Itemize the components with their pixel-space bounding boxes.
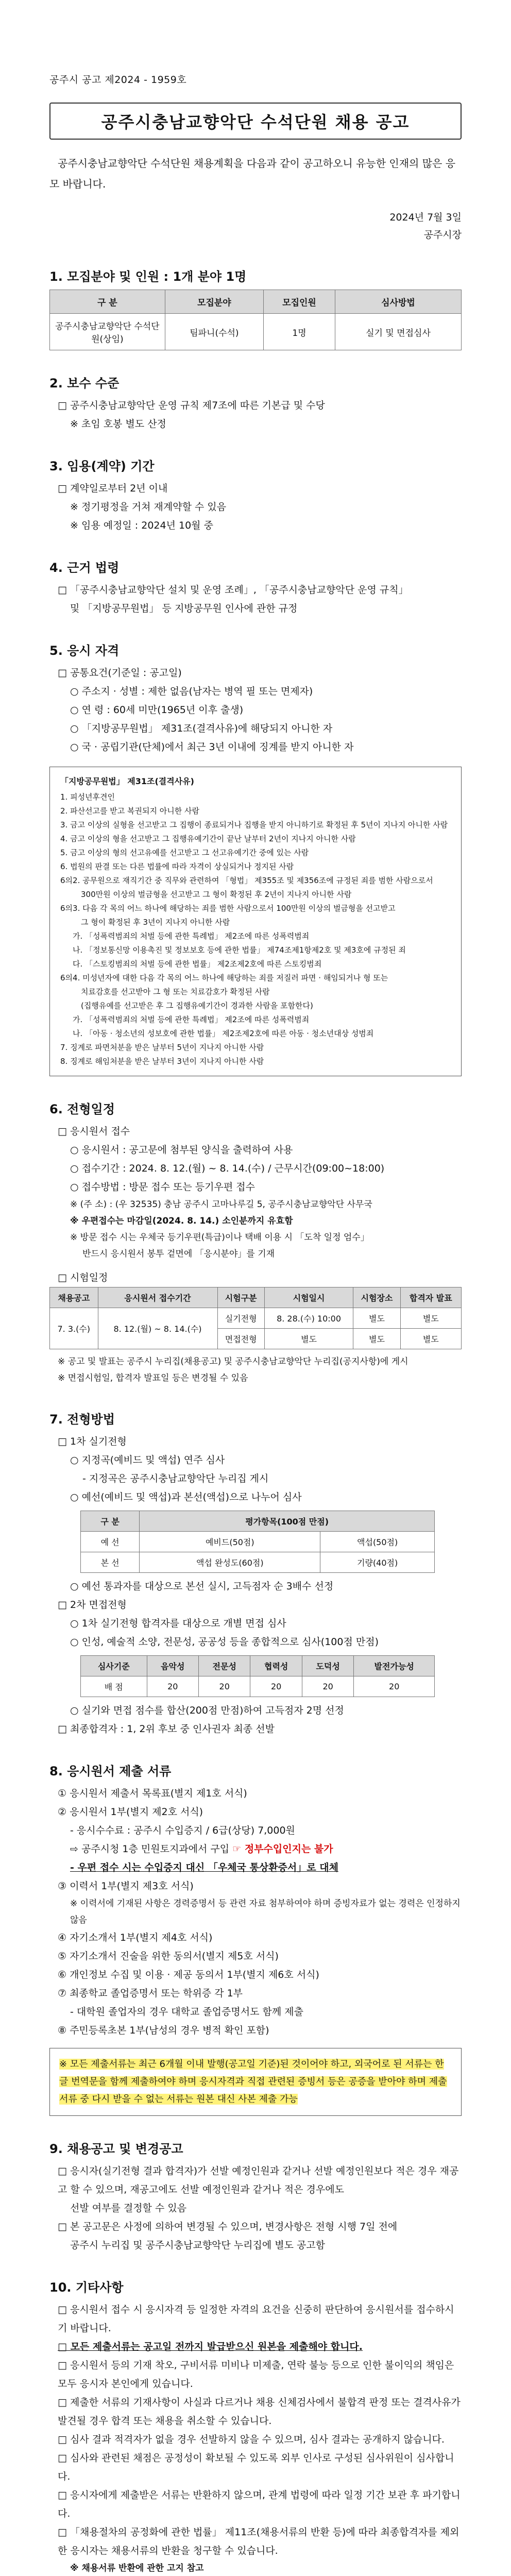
table-cell: 1명	[264, 314, 335, 350]
table-cell: 20	[147, 1676, 198, 1697]
exam-schedule-table	[49, 1287, 462, 1349]
table-header: 모집인원	[264, 290, 335, 314]
schedule-note: ※ 공고 및 발표는 공주시 누리집(채용공고) 및 공주시충남교향악단 누리집(공지사항)에 게시	[58, 1357, 408, 1367]
method-line: ○ 예선(예비드 및 액섭)과 본선(액섭)으로 나누어 심사	[70, 1492, 302, 1503]
table-row	[81, 1676, 435, 1697]
table-cell: 배 점	[81, 1676, 147, 1697]
table-cell: 면접전형	[217, 1329, 264, 1349]
notice-line: □ 본 공고문은 사정에 의하여 변경될 수 있으며, 변경사항은 전형 시행 7일 전에	[58, 2221, 398, 2232]
list-item: 2. 파산선고를 받고 복권되지 아니한 사람	[60, 806, 199, 816]
list-item: 3. 금고 이상의 실형을 선고받고 그 집행이 종료되거나 집행을 받지 아니하기로 확정된 후 5년이 지나지 아니한 사람	[60, 820, 448, 829]
list-item: 6의2. 공무원으로 재직기간 중 직무와 관련하여 「형법」 제355조 및 제356조에 규정된 죄를 범한 사람으로서	[60, 876, 433, 885]
document-item: ① 응시원서 제출서 목록표(별지 제1호 서식)	[58, 1788, 247, 1799]
list-item: 300만원 이상의 벌금형을 선고받고 그 형이 확정된 후 2년이 지나지 아니한 사람	[81, 890, 352, 899]
table-cell: 7. 3.(수)	[50, 1308, 98, 1349]
table-header: 채용공고	[50, 1287, 98, 1308]
list-item: 그 형이 확정된 후 3년이 지나지 아니한 사람	[81, 918, 230, 927]
table-header: 시험장소	[353, 1287, 400, 1308]
table-cell: 예 선	[81, 1532, 140, 1552]
table-header: 도덕성	[302, 1656, 353, 1676]
stamp-warning: ☞ 정부수입인지는 불가	[232, 1843, 333, 1855]
table-header: 음악성	[147, 1656, 198, 1676]
list-item: 6. 법원의 판결 또는 다른 법률에 따라 자격이 상실되거나 정지된 사람	[60, 862, 294, 871]
issuer: 공주시장	[423, 229, 462, 241]
schedule-note: ※ (주 소) : (우 32535) 충남 공주시 고마나루길 5, 공주시충남교향악단 사무국	[70, 1199, 372, 1210]
etc-item: □ 제출한 서류의 기재사항이 사실과 다르거나 채용 신체검사에서 불합격 판정 또는 결격사유가 발견될 경우 합격 또는 채용을 취소할 수 있습니다.	[58, 2397, 461, 2427]
document-item	[49, 1840, 462, 1858]
document-item: ⑤ 자기소개서 진술을 위한 동의서(별지 제5호 서식)	[58, 1951, 279, 1962]
list-item: (집행유예를 선고받은 후 그 집행유예기간이 경과한 사람을 포함한다)	[81, 1001, 313, 1010]
list-item: 8. 징계로 해임처분을 받은 날부터 3년이 지나지 아니한 사람	[60, 1057, 264, 1066]
table-cell: 8. 12.(월) ~ 8. 14.(수)	[98, 1308, 217, 1349]
table-header: 심사기준	[81, 1656, 147, 1676]
list-item: 6의3. 다음 각 목의 어느 하나에 해당하는 죄를 범한 사람으로서 100만원 이상의 벌금형을 선고받고	[60, 904, 396, 913]
table-cell: 액섭 완성도(60점)	[140, 1552, 320, 1573]
document-number: 공주시 공고 제2024 - 1959호	[49, 74, 187, 86]
table-cell: 별도	[353, 1308, 400, 1329]
term-note: ※ 임용 예정일 : 2024년 10월 중	[70, 520, 213, 531]
table-header: 시험구분	[217, 1287, 264, 1308]
notice-line: 공주시 누리집 및 공주시충남교향악단 누리집에 별도 공고함	[70, 2240, 326, 2251]
table-cell: 예비드(50점)	[140, 1532, 320, 1552]
method-line: ○ 지정곡(예비드 및 액섭) 연주 심사	[70, 1454, 225, 1466]
document-item: ⑦ 최종학교 졸업증명서 또는 학위증 각 1부	[58, 1988, 243, 1999]
section-10-title: 10. 기타사항	[49, 2280, 124, 2295]
recruitment-table	[49, 290, 462, 350]
section-8-title: 8. 응시원서 제출 서류	[49, 1764, 172, 1778]
method-line: ○ 실기와 면접 점수를 합산(200점 만점)하여 고득점자 2명 선정	[70, 1705, 344, 1716]
etc-note: ※ 채용서류 반환에 관한 고지 참고	[70, 2563, 204, 2573]
documents-notice-box	[49, 2048, 462, 2116]
table-header: 모집분야	[165, 290, 263, 314]
etc-item: □ 심사와 관련된 채점은 공정성이 확보될 수 있도록 외부 인사로 구성된 심사위원이 심사합니다.	[58, 2452, 454, 2482]
list-item: 6의4. 미성년자에 대한 다음 각 목의 어느 하나에 해당하는 죄를 저질러 파면 · 해임되거나 형 또는	[60, 973, 388, 982]
table-cell: 액섭(50점)	[320, 1532, 435, 1552]
document-item: - 우편 접수 시는 수입증지 대신 「우체국 통상환증서」로 대체	[70, 1862, 338, 1873]
exam-schedule-title: □ 시험일정	[58, 1272, 108, 1283]
notice-line: □ 응시자(실기전형 결과 합격자)가 선발 예정인원과 같거나 선발 예정인원보다 적은 경우 재공고 할 수 있으며, 재공고에도 선발 예정인원과 같거나 적은 경우에도	[58, 2165, 459, 2195]
table-cell: 공주시충남교향악단 수석단원(상임)	[50, 314, 165, 350]
table-header: 협력성	[250, 1656, 302, 1676]
section-3-title: 3. 임용(계약) 기간	[49, 459, 155, 473]
schedule-line: ○ 접수방법 : 방문 접수 또는 등기우편 접수	[70, 1181, 255, 1193]
table-header: 구 분	[81, 1511, 140, 1532]
section-1-title: 1. 모집분야 및 인원 : 1개 분야 1명	[49, 269, 247, 284]
method-line: □ 최종합격자 : 1, 2위 후보 중 인사권자 최종 선발	[58, 1723, 275, 1735]
schedule-note: 반드시 응시원서 봉투 겉면에 「응시분야」를 기재	[82, 1249, 275, 1259]
method-line: ○ 인성, 예술적 소양, 전문성, 공공성 등을 종합적으로 심사(100점 만점)	[70, 1636, 379, 1648]
table-header: 발전가능성	[354, 1656, 435, 1676]
etc-item: □ 심사 결과 적격자가 없을 경우 선발하지 않을 수 있으며, 심사 결과는 공개하지 않습니다.	[58, 2434, 445, 2445]
schedule-line: ○ 응시원서 : 공고문에 첨부된 양식을 출력하여 사용	[70, 1144, 293, 1156]
schedule-note: ※ 방문 접수 시는 우체국 등기우편(특급)이나 택배 이용 시 「도착 일정 엄수」	[70, 1232, 369, 1243]
list-item: 가. 「성폭력범죄의 처벌 등에 관한 특례법」 제2조에 따른 성폭력범죄	[73, 1015, 310, 1024]
table-cell: 팀파니(수석)	[165, 314, 263, 350]
list-item: 다. 「스토킹범죄의 처벌 등에 관한 법률」 제2조제2호에 따른 스토킹범죄	[73, 959, 322, 969]
list-item: 5. 금고 이상의 형의 선고유예를 선고받고 그 선고유예기간 중에 있는 사람	[60, 848, 309, 857]
table-header: 전문성	[198, 1656, 250, 1676]
eligibility-line: ○ 「지방공무원법」 제31조(결격사유)에 해당되지 아니한 자	[70, 723, 333, 734]
disqualification-box	[49, 767, 462, 1076]
method-line: - 지정곡은 공주시충남교향악단 누리집 게시	[82, 1473, 269, 1484]
document-item: ⑧ 주민등록초본 1부(남성의 경우 병적 확인 포함)	[58, 2025, 269, 2036]
issue-block	[49, 209, 462, 244]
documents-notice-text: ※ 모든 제출서류는 최근 6개월 이내 발행(공고일 기준)된 것이어야 하고, 외국어로 된 서류는 한글 번역문을 함께 제출하여야 하며 응시자격과 직접 관련된 증빙서 등은 공증을 받아야 하며 제출서류 중 다시 받을 수 없는 서류는 원본 대신 사본 제출 가능	[59, 2059, 447, 2105]
section-2-title: 2. 보수 수준	[49, 376, 120, 391]
notice-line: 선발 여부를 결정할 수 있음	[70, 2202, 187, 2214]
etc-item: □ 응시원서 접수 시 응시자격 등 일정한 자격의 요건을 신중히 판단하여 응시원서를 접수하시기 바랍니다.	[58, 2304, 454, 2334]
table-cell: 20	[250, 1676, 302, 1697]
interview-score-table	[80, 1655, 435, 1697]
table-cell: 20	[198, 1676, 250, 1697]
eligibility-line: □ 공통요건(기준일 : 공고일)	[58, 667, 182, 679]
eligibility-line: ○ 연 령 : 60세 미만(1965년 이후 출생)	[70, 704, 244, 716]
disqualification-title: 「지방공무원법」 제31조(결격사유)	[60, 776, 194, 786]
list-item: 7. 징계로 파면처분을 받은 날부터 5년이 지나지 아니한 사람	[60, 1043, 264, 1052]
etc-item: □ 응시자에게 제출받은 서류는 반환하지 않으며, 관계 법령에 따라 일정 기간 보관 후 파기합니다.	[58, 2489, 461, 2519]
document-item: ② 응시원서 1부(별지 제2호 서식)	[58, 1806, 203, 1818]
law-line: □ 「공주시충남교향악단 설치 및 운영 조례」, 「공주시충남교향악단 운영 규칙」	[58, 584, 408, 596]
list-item: 치료감호를 선고받아 그 형 또는 치료감호가 확정된 사람	[81, 987, 270, 996]
law-line: 및 「지방공무원법」 등 지방공무원 인사에 관한 규정	[70, 603, 298, 614]
section-4-title: 4. 근거 법령	[49, 561, 120, 575]
section-9-title: 9. 채용공고 및 변경공고	[49, 2142, 183, 2156]
etc-item: □ 응시원서 등의 기재 착오, 구비서류 미비나 미제출, 연락 불능 등으로 인한 불이익의 책임은 모두 응시자 본인에게 있습니다.	[58, 2360, 454, 2389]
table-cell: 별도	[353, 1329, 400, 1349]
document-item: ⑥ 개인정보 수집 및 이용 · 제공 동의서 1부(별지 제6호 서식)	[58, 1969, 319, 1980]
method-line: □ 1차 실기전형	[58, 1436, 127, 1447]
schedule-line: ○ 접수기간 : 2024. 8. 12.(월) ~ 8. 14.(수) / 근무시간(09:00~18:00)	[70, 1163, 385, 1174]
table-header: 구 분	[50, 290, 165, 314]
table-cell: 실기전형	[217, 1308, 264, 1329]
document-note: ※ 이력서에 기재된 사항은 경력증명서 등 관련 자료 첨부하여야 하며 증빙자료가 없는 경력은 인정하지 않음	[70, 1899, 461, 1925]
method-line: ○ 예선 통과자를 대상으로 본선 실시, 고득점자 순 3배수 선정	[70, 1581, 334, 1592]
schedule-note: ※ 면접시험일, 합격자 발표일 등은 변경될 수 있음	[58, 1373, 248, 1383]
list-item: 4. 금고 이상의 형을 선고받고 그 집행유예기간이 끝난 날부터 2년이 지나지 아니한 사람	[60, 834, 356, 843]
section-7-title: 7. 전형방법	[49, 1412, 115, 1427]
document-item: - 대학원 졸업자의 경우 대학교 졸업증명서도 함께 제출	[70, 2006, 303, 2018]
pay-line: □ 공주시충남교향악단 운영 규칙 제7조에 따른 기본급 및 수당	[58, 400, 325, 411]
document-item: ④ 자기소개서 1부(별지 제4호 서식)	[58, 1932, 213, 1943]
table-header: 평가항목(100점 만점)	[140, 1511, 435, 1532]
section-6-title: 6. 전형일정	[49, 1102, 115, 1116]
eligibility-line: ○ 주소지 · 성별 : 제한 없음(남자는 병역 필 또는 면제자)	[70, 686, 313, 697]
table-cell: 본 선	[81, 1552, 140, 1573]
eligibility-line: ○ 국 · 공립기관(단체)에서 최근 3년 이내에 징계를 받지 아니한 자	[70, 741, 354, 753]
term-line: □ 계약일로부터 2년 이내	[58, 483, 168, 494]
list-item: 나. 「아동 · 청소년의 성보호에 관한 법률」 제2조제2호에 따른 아동 · 청소년대상 성범죄	[73, 1029, 374, 1038]
method-line: □ 2차 면접전형	[58, 1599, 127, 1611]
document-title: 공주시충남교향악단 수석단원 채용 공고	[49, 103, 462, 140]
pay-note: ※ 초임 호봉 별도 산정	[70, 418, 166, 430]
list-item: 나. 「정보통신망 이용촉진 및 정보보호 등에 관한 법률」 제74조제1항제2호 및 제3호에 규정된 죄	[73, 945, 406, 955]
table-header: 시험일시	[264, 1287, 353, 1308]
stamp-purchase-text: ⇨ 공주시청 1층 민원토지과에서 구입	[70, 1843, 230, 1855]
table-cell: 20	[354, 1676, 435, 1697]
table-header: 응시원서 접수기간	[98, 1287, 217, 1308]
term-note: ※ 정기평정을 거쳐 재계약할 수 있음	[70, 501, 227, 513]
etc-item: □ 「채용절차의 공정화에 관한 법률」 제11조(채용서류의 반환 등)에 따라 최종합격자를 제외한 응시자는 채용서류의 반환을 청구할 수 있습니다.	[58, 2527, 459, 2556]
table-cell: 별도	[400, 1329, 461, 1349]
table-row	[50, 314, 462, 350]
schedule-line: □ 응시원서 접수	[58, 1126, 130, 1137]
list-item: 가. 「성폭력범죄의 처벌 등에 관한 특례법」 제2조에 따른 성폭력범죄	[73, 931, 310, 941]
method-line: ○ 1차 실기전형 합격자를 대상으로 개별 면접 심사	[70, 1618, 286, 1629]
table-cell: 기량(40점)	[320, 1552, 435, 1573]
table-row	[81, 1552, 435, 1573]
table-cell: 실기 및 면접심사	[335, 314, 461, 350]
table-cell: 8. 28.(수) 10:00	[264, 1308, 353, 1329]
issue-date: 2024년 7월 3일	[389, 212, 462, 223]
table-cell: 20	[302, 1676, 353, 1697]
table-cell: 별도	[264, 1329, 353, 1349]
table-header: 심사방법	[335, 290, 461, 314]
document-item: - 응시수수료 : 공주시 수입증지 / 6급(상당) 7,000원	[70, 1825, 295, 1836]
table-row	[81, 1532, 435, 1552]
practical-score-table	[80, 1511, 435, 1573]
section-5-title: 5. 응시 자격	[49, 643, 120, 658]
intro-paragraph: 공주시충남교향악단 수석단원 채용계획을 다음과 같이 공고하오니 유능한 인재의 많은 응모 바랍니다.	[49, 157, 456, 190]
table-row	[50, 1308, 462, 1329]
schedule-note: ※ 우편접수는 마감일(2024. 8. 14.) 소인분까지 유효함	[70, 1216, 293, 1226]
list-item: 1. 피성년후견인	[60, 792, 115, 802]
table-header: 합격자 발표	[400, 1287, 461, 1308]
table-cell: 별도	[400, 1308, 461, 1329]
etc-item: □ 모든 제출서류는 공고일 전까지 발급받으신 원본을 제출해야 합니다.	[58, 2341, 363, 2352]
document-item: ③ 이력서 1부(별지 제3호 서식)	[58, 1880, 194, 1892]
